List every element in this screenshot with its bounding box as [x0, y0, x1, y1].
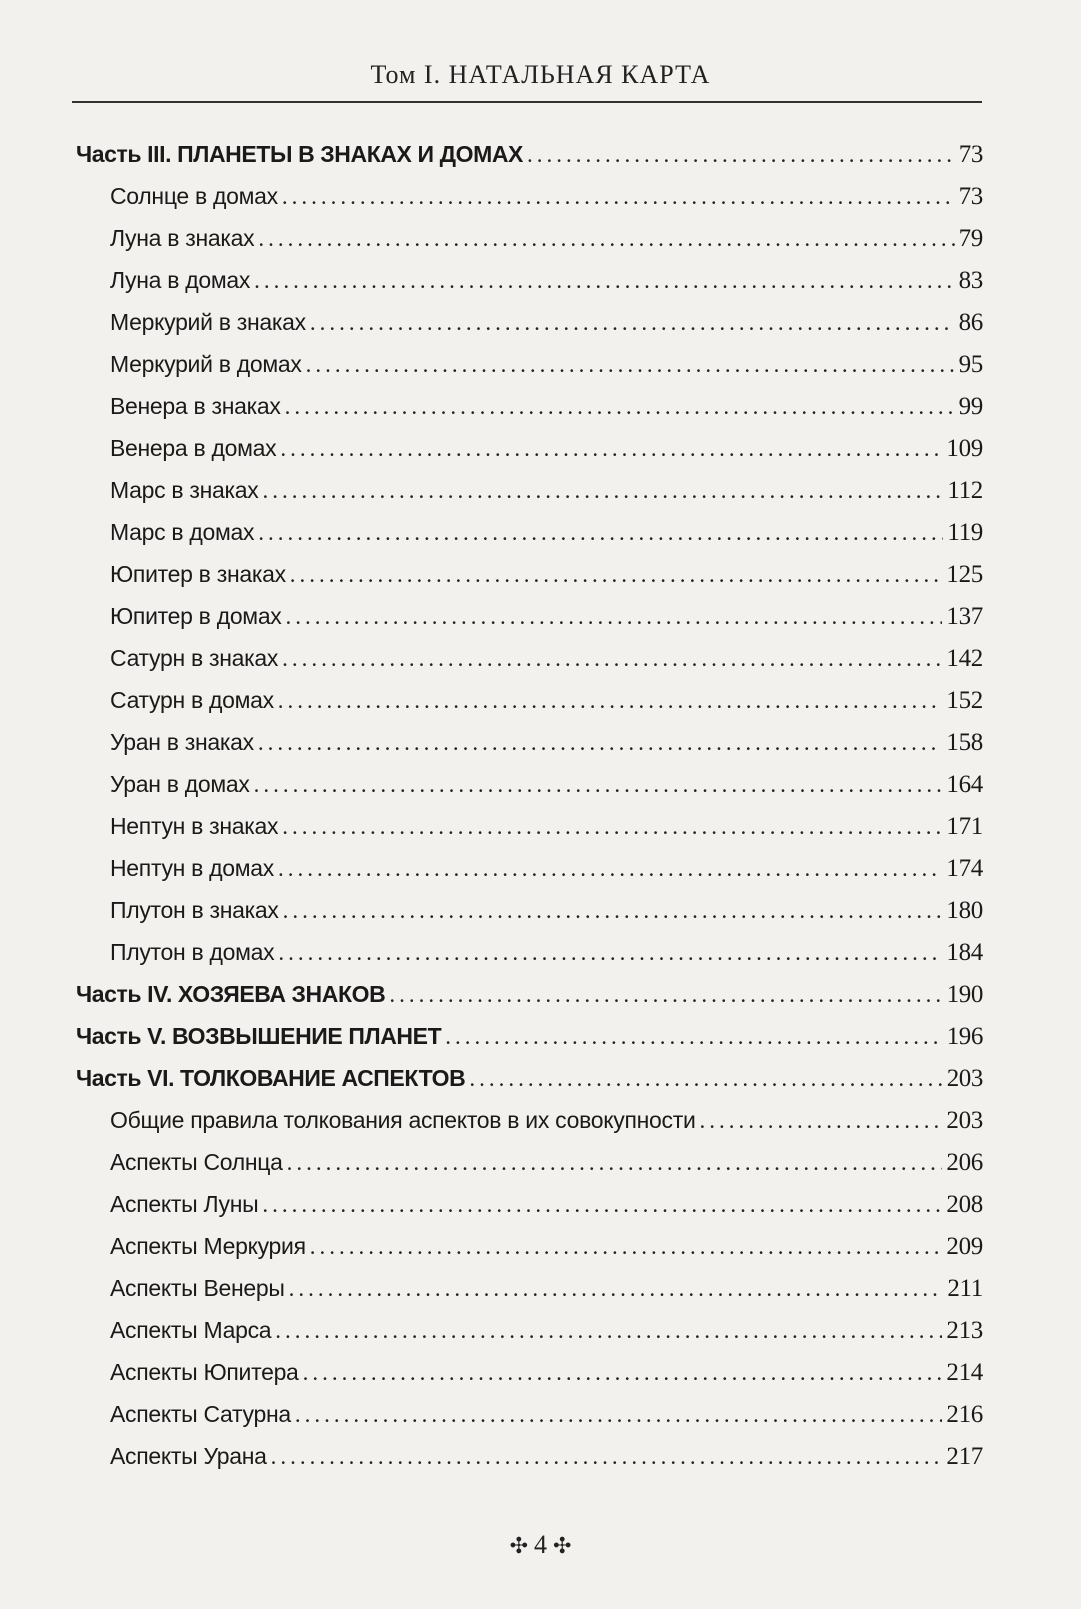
- toc-entry[interactable]: [0, 175, 1081, 217]
- toc-entry-label: Часть V. ВОЗВЫШЕНИЕ ПЛАНЕТ: [76, 1023, 442, 1049]
- toc-dot-leader: [389, 974, 942, 1016]
- toc-page-number: 180: [946, 897, 983, 924]
- toc-page-number: 171: [946, 813, 983, 840]
- toc-entry-label: Луна в знаках: [110, 225, 255, 251]
- toc-dot-leader: [289, 1268, 944, 1310]
- toc-entry-label: Плутон в знаках: [110, 897, 279, 923]
- toc-page-number: 152: [946, 687, 983, 714]
- toc-dot-leader: [280, 428, 942, 470]
- toc-entry[interactable]: [0, 595, 1081, 637]
- toc-dot-leader: [290, 554, 943, 596]
- toc-entry-label: Уран в домах: [110, 771, 250, 797]
- toc-page-number: 213: [946, 1317, 983, 1344]
- toc-entry[interactable]: [0, 763, 1081, 805]
- toc-entry[interactable]: [0, 1225, 1081, 1267]
- toc-dot-leader: [285, 386, 955, 428]
- toc-part-entry[interactable]: [0, 1057, 1081, 1099]
- toc-dot-leader: [295, 1394, 943, 1436]
- toc-dot-leader: [287, 1142, 943, 1184]
- toc-dot-leader: [258, 722, 943, 764]
- toc-entry-label: Юпитер в домах: [110, 603, 282, 629]
- toc-entry-label: Аспекты Марса: [110, 1317, 272, 1343]
- toc-dot-leader: [286, 596, 943, 638]
- toc-entry-label: Общие правила толкования аспектов в их совокупности: [110, 1107, 696, 1133]
- table-of-contents: [0, 133, 1081, 1477]
- toc-entry-label: Сатурн в домах: [110, 687, 274, 713]
- toc-entry-label: Марс в знаках: [110, 477, 259, 503]
- page-footer: [0, 1530, 1081, 1560]
- toc-page-number: 137: [946, 603, 983, 630]
- toc-dot-leader: [262, 1184, 942, 1226]
- toc-dot-leader: [306, 344, 955, 386]
- toc-page-number: 109: [946, 435, 983, 462]
- ornament-left-icon: ✣: [509, 1533, 528, 1558]
- toc-page-number: 190: [946, 981, 983, 1008]
- toc-entry[interactable]: [0, 721, 1081, 763]
- toc-page-number: 79: [958, 225, 983, 252]
- toc-entry-label: Часть VI. ТОЛКОВАНИЕ АСПЕКТОВ: [76, 1065, 466, 1091]
- toc-page-number: 196: [946, 1023, 983, 1050]
- toc-page-number: 99: [958, 393, 983, 420]
- toc-page-number: 119: [947, 519, 983, 546]
- toc-entry[interactable]: [0, 301, 1081, 343]
- toc-entry[interactable]: [0, 1351, 1081, 1393]
- toc-page-number: 164: [946, 771, 983, 798]
- toc-page-number: 73: [958, 183, 983, 210]
- toc-entry[interactable]: [0, 217, 1081, 259]
- toc-entry[interactable]: [0, 679, 1081, 721]
- toc-entry-label: Аспекты Меркурия: [110, 1233, 306, 1259]
- toc-page-number: 208: [946, 1191, 983, 1218]
- toc-page-number: 125: [946, 561, 983, 588]
- toc-page-number: 95: [958, 351, 983, 378]
- toc-entry-label: Нептун в знаках: [110, 813, 279, 839]
- toc-dot-leader: [275, 1310, 942, 1352]
- toc-dot-leader: [282, 176, 955, 218]
- toc-dot-leader: [283, 890, 943, 932]
- toc-entry[interactable]: [0, 1393, 1081, 1435]
- toc-dot-leader: [271, 1436, 943, 1478]
- toc-entry[interactable]: [0, 469, 1081, 511]
- toc-dot-leader: [258, 512, 943, 554]
- toc-page-number: 73: [958, 141, 983, 168]
- toc-page-number: 83: [958, 267, 983, 294]
- running-header-title: Том I. НАТАЛЬНАЯ КАРТА: [370, 60, 711, 89]
- toc-entry-label: Часть III. ПЛАНЕТЫ В ЗНАКАХ И ДОМАХ: [76, 141, 523, 167]
- toc-dot-leader: [310, 1226, 943, 1268]
- toc-entry-label: Часть IV. ХОЗЯЕВА ЗНАКОВ: [76, 981, 386, 1007]
- toc-dot-leader: [303, 1352, 943, 1394]
- toc-entry-label: Солнце в домах: [110, 183, 278, 209]
- toc-page-number: 203: [946, 1065, 983, 1092]
- toc-entry-label: Уран в знаках: [110, 729, 254, 755]
- toc-dot-leader: [282, 638, 942, 680]
- page-number: 4: [534, 1530, 547, 1559]
- toc-entry-label: Аспекты Юпитера: [110, 1359, 299, 1385]
- toc-dot-leader: [310, 302, 955, 344]
- toc-entry[interactable]: [0, 847, 1081, 889]
- toc-entry[interactable]: [0, 1183, 1081, 1225]
- toc-part-entry[interactable]: [0, 133, 1081, 175]
- toc-dot-leader: [700, 1100, 943, 1142]
- toc-entry[interactable]: [0, 931, 1081, 973]
- toc-entry[interactable]: [0, 553, 1081, 595]
- toc-entry-label: Меркурий в знаках: [110, 309, 306, 335]
- toc-entry[interactable]: [0, 1141, 1081, 1183]
- toc-entry[interactable]: [0, 805, 1081, 847]
- toc-entry-label: Аспекты Солнца: [110, 1149, 283, 1175]
- toc-dot-leader: [445, 1016, 942, 1058]
- toc-page-number: 142: [946, 645, 983, 672]
- toc-entry-label: Сатурн в знаках: [110, 645, 279, 671]
- toc-page-number: 112: [947, 477, 983, 504]
- toc-entry-label: Венера в домах: [110, 435, 277, 461]
- toc-dot-leader: [282, 806, 942, 848]
- toc-entry[interactable]: [0, 1267, 1081, 1309]
- toc-page-number: 216: [946, 1401, 983, 1428]
- running-header: [0, 60, 1081, 90]
- toc-dot-leader: [469, 1058, 942, 1100]
- toc-entry-label: Меркурий в домах: [110, 351, 302, 377]
- toc-entry-label: Плутон в домах: [110, 939, 275, 965]
- toc-page-number: 211: [947, 1275, 983, 1302]
- toc-entry-label: Аспекты Луны: [110, 1191, 259, 1217]
- toc-page-number: 209: [946, 1233, 983, 1260]
- toc-page-number: 214: [946, 1359, 983, 1386]
- toc-entry[interactable]: [0, 511, 1081, 553]
- toc-page-number: 86: [958, 309, 983, 336]
- toc-entry[interactable]: [0, 343, 1081, 385]
- toc-entry-label: Марс в домах: [110, 519, 255, 545]
- toc-entry[interactable]: [0, 1099, 1081, 1141]
- toc-entry-label: Юпитер в знаках: [110, 561, 286, 587]
- toc-dot-leader: [263, 470, 944, 512]
- toc-page-number: 217: [946, 1443, 983, 1470]
- toc-page-number: 203: [946, 1107, 983, 1134]
- toc-page-number: 174: [946, 855, 983, 882]
- toc-page-number: 206: [946, 1149, 983, 1176]
- toc-entry-label: Венера в знаках: [110, 393, 281, 419]
- toc-page-number: 158: [946, 729, 983, 756]
- toc-entry-label: Нептун в домах: [110, 855, 274, 881]
- toc-entry-label: Аспекты Сатурна: [110, 1401, 291, 1427]
- ornament-right-icon: ✣: [553, 1533, 572, 1558]
- toc-dot-leader: [278, 932, 942, 974]
- toc-entry-label: Аспекты Венеры: [110, 1275, 285, 1301]
- toc-dot-leader: [527, 134, 955, 176]
- toc-part-entry[interactable]: [0, 1015, 1081, 1057]
- toc-entry-label: Аспекты Урана: [110, 1443, 267, 1469]
- toc-entry-label: Луна в домах: [110, 267, 251, 293]
- toc-dot-leader: [278, 680, 943, 722]
- toc-entry[interactable]: [0, 637, 1081, 679]
- toc-dot-leader: [254, 260, 955, 302]
- toc-entry[interactable]: [0, 889, 1081, 931]
- toc-part-entry[interactable]: [0, 973, 1081, 1015]
- toc-entry[interactable]: [0, 385, 1081, 427]
- toc-entry[interactable]: [0, 427, 1081, 469]
- toc-entry[interactable]: [0, 1435, 1081, 1477]
- toc-entry[interactable]: [0, 259, 1081, 301]
- toc-dot-leader: [258, 218, 954, 260]
- toc-dot-leader: [254, 764, 943, 806]
- header-rule: [72, 101, 982, 103]
- toc-page-number: 184: [946, 939, 983, 966]
- toc-dot-leader: [278, 848, 942, 890]
- toc-entry[interactable]: [0, 1309, 1081, 1351]
